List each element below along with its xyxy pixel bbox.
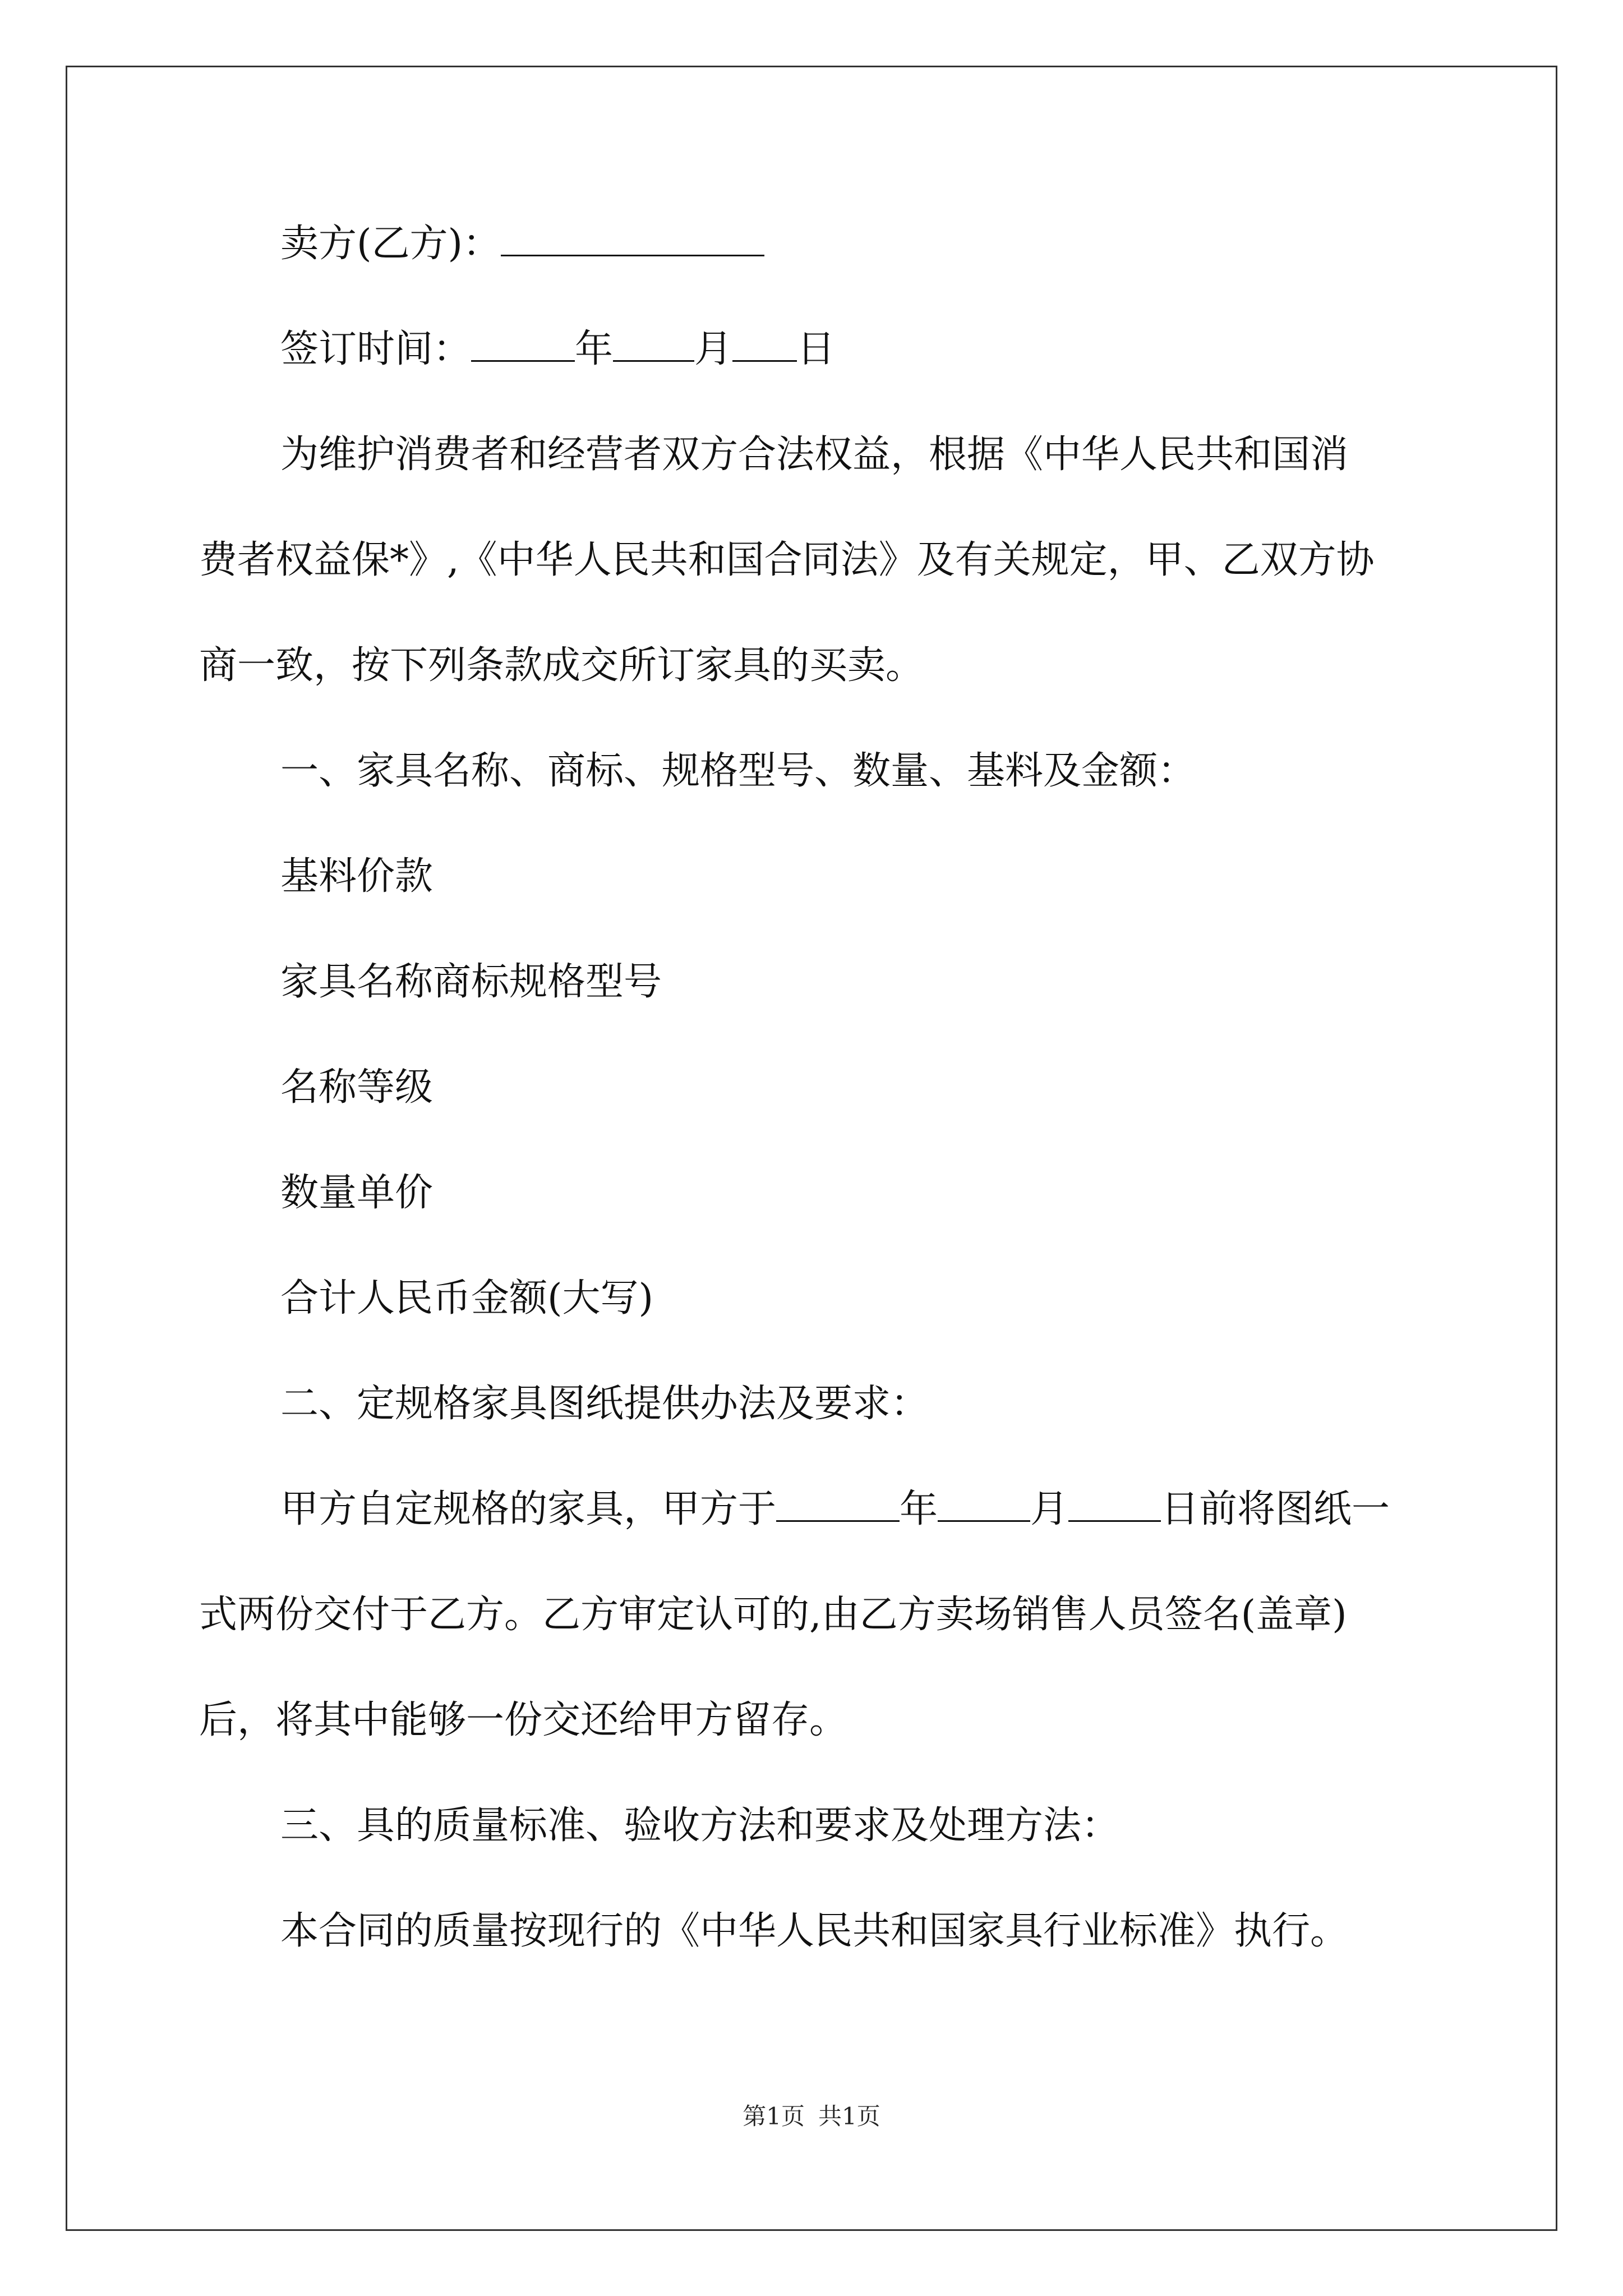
seller-label: 卖方(乙方)： [280, 222, 501, 266]
signdate-month: 月 [694, 327, 733, 371]
para3-line-1: 本合同的质量按现行的《中华人民共和国家具行业标准》执行。 [280, 1909, 1349, 1953]
para2-text-a: 甲方自定规格的家具，甲方于 [280, 1487, 777, 1531]
page-footer [0, 2098, 1623, 2132]
intro-line-3: 商一致，按下列条款成交所订家具的买卖。 [199, 643, 924, 688]
intro-line-2: 费者权益保*》,《中华人民共和国合同法》及有关规定，甲、乙双方协 [199, 538, 1375, 582]
item-3: 名称等级 [280, 1065, 434, 1110]
signdate-day: 日 [797, 327, 836, 371]
para2-line-2: 式两份交付于乙方。乙方审定认可的,由乙方卖场销售人员签名(盖章) [199, 1593, 1347, 1637]
para2-year: 年 [900, 1487, 938, 1531]
section-2-heading: 二、定规格家具图纸提供办法及要求： [280, 1382, 929, 1426]
para2-month: 月 [1030, 1487, 1069, 1531]
seller-line [280, 216, 764, 272]
para2-year-blank [776, 1487, 900, 1522]
para2-day-blank [1068, 1487, 1161, 1522]
item-4: 数量单价 [280, 1171, 434, 1215]
para2-line-3: 后，将其中能够一份交还给甲方留存。 [199, 1698, 848, 1742]
signdate-line [280, 321, 835, 378]
para2-line-1 [280, 1481, 1390, 1538]
section-1-heading: 一、家具名称、商标、规格型号、数量、基料及金额： [280, 749, 1196, 793]
seller-blank [501, 221, 764, 256]
signdate-year-blank [471, 326, 575, 362]
signdate-month-blank [613, 326, 694, 362]
item-2: 家具名称商标规格型号 [280, 960, 662, 1004]
section-3-heading: 三、具的质量标准、验收方法和要求及处理方法： [280, 1803, 1120, 1848]
page-total: 共1页 [818, 2102, 880, 2130]
page-number: 第1页 [743, 2102, 805, 2130]
signdate-day-blank [732, 326, 797, 362]
item-1: 基料价款 [280, 854, 434, 899]
item-5: 合计人民币金额(大写) [280, 1276, 654, 1320]
signdate-label: 签订时间： [280, 327, 472, 371]
intro-line-1: 为维护消费者和经营者双方合法权益，根据《中华人民共和国消 [280, 432, 1349, 477]
para2-month-blank [938, 1487, 1030, 1522]
signdate-year: 年 [575, 327, 614, 371]
para2-text-d: 日前将图纸一 [1161, 1487, 1390, 1531]
